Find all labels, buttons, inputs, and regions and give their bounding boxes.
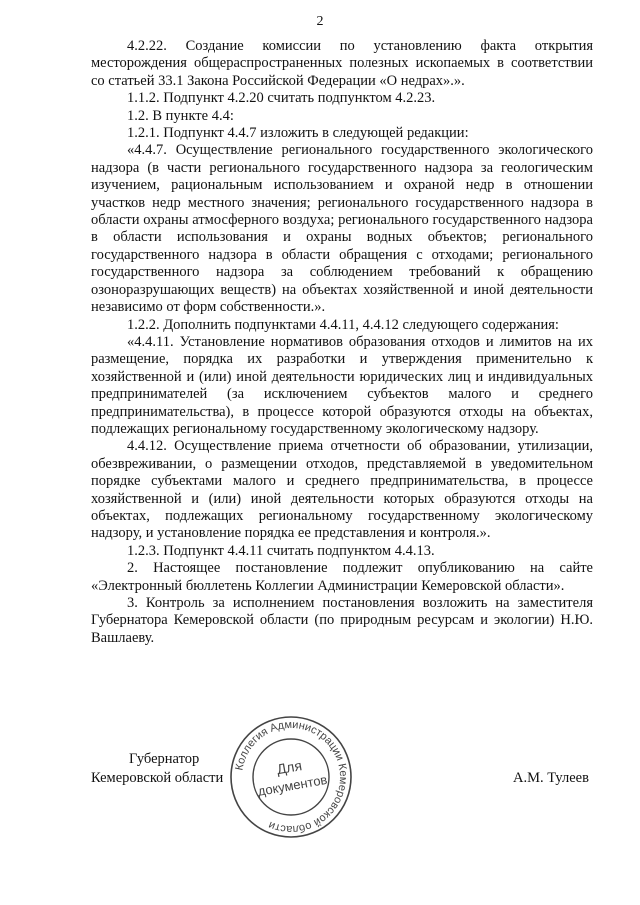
seal-ring-text: Коллегия Администрации Кемеровской области	[233, 718, 350, 836]
seal-center-line1: Для	[275, 757, 304, 778]
paragraph-1-1-2: 1.1.2. Подпункт 4.2.20 считать подпунктом 4.2.23.	[127, 90, 436, 107]
paragraph-4-4-11: «4.4.11. Установление нормативов образования отходов и лимитов на их размещение, порядка их разработки и утверждения применительно к хозяйственной и (или) иной деятельности юридических лиц и индивидуальных предпринимателей (за исключением субъектов малого и среднего предпринимательства), в процессе которой образуются отходы на объектах, подлежащих региональному государственному экологическому надзору.	[91, 333, 593, 437]
paragraph-1-2-2: 1.2.2. Дополнить подпунктами 4.4.11, 4.4.12 следующего содержания:	[127, 316, 559, 333]
signature-position	[91, 750, 223, 788]
paragraph-3: 3. Контроль за исполнением постановления возложить на заместителя Губернатора Кемеровской области (по природным ресурсам и экологии) Н.Ю. Вашлаеву.	[91, 595, 593, 646]
paragraph-1-2-1: 1.2.1. Подпункт 4.4.7 изложить в следующей редакции:	[127, 125, 469, 142]
signature-position-title: Губернатор	[129, 751, 200, 767]
page-number: 2	[316, 14, 324, 29]
paragraph-1-2-3: 1.2.3. Подпункт 4.4.11 считать подпунктом 4.4.13.	[127, 542, 435, 559]
paragraph-2: 2. Настоящее постановление подлежит опубликованию на сайте «Электронный бюллетень Коллегии Администрации Кемеровской области».	[91, 560, 593, 594]
signature-position-region: Кемеровской области	[91, 770, 224, 786]
paragraph-4-2-22: 4.2.22. Создание комиссии по установлению факта открытия месторождения общераспространенных полезных ископаемых в соответствии со статьей 33.1 Закона Российской Федерации «О недрах».».	[91, 38, 593, 89]
paragraph-1-2: 1.2. В пункте 4.4:	[127, 107, 234, 124]
signature-name: А.М. Тулеев	[513, 770, 589, 786]
seal-outer-ring	[231, 717, 351, 837]
paragraph-4-4-7: «4.4.7. Осуществление регионального государственного экологического надзора (в части регионального государственного надзора за геологическим изучением, рациональным использованием и охраной недр в отношении участков недр местного значения; регионального государственного надзора в области охраны атмосферного воздуха; регионального государственного надзора в области использования и охраны водных объектов; регионального государственного надзора в области обращения с отходами; регионального государственного надзора за соблюдением требований к обращению озоноразрушающих веществ) на объектах хозяйственной и иной деятельности независимо от форм собственности.».	[91, 142, 593, 316]
paragraph-4-4-12: 4.4.12. Осуществление приема отчетности об образовании, утилизации, обезвреживании, о размещении отходов, представляемой в уведомительном порядке субъектами малого и среднего предпринимательства, в процессе хозяйственной и (или) иной деятельности которых образуются отходы на объектах, подлежащих региональному государственному экологическому надзору, и установление порядка ее представления и контроля.».	[91, 438, 593, 542]
seal-stamp	[226, 712, 356, 842]
seal-center-line2: документов	[256, 771, 329, 799]
document-body	[91, 38, 593, 647]
